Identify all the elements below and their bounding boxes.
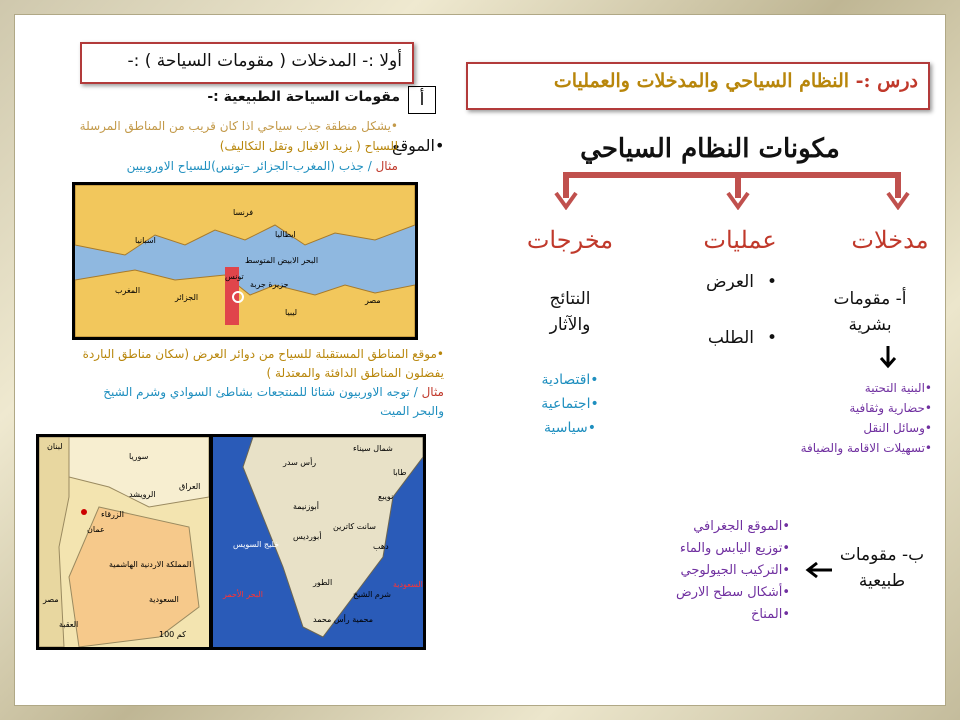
map3-label-abu-rudeis: أبورديس xyxy=(293,532,322,541)
map3-label-el-tor: الطور xyxy=(313,578,333,587)
map2-label-saudi: السعودية xyxy=(149,595,179,604)
map1-label-egypt: مصر xyxy=(365,296,381,305)
human-item: •وسائل النقل xyxy=(863,421,932,435)
arrow-inputs xyxy=(885,190,911,210)
outputs-list xyxy=(520,368,620,440)
process-demand xyxy=(660,328,790,348)
map3-label-north: شمال سيناء xyxy=(353,444,393,453)
climate-line2: يفضلون المناطق الدافئة والمعتدلة ) xyxy=(266,366,444,380)
natural-factors-line1: ب- مقومات xyxy=(839,545,925,565)
arrow-down-icon xyxy=(878,344,898,370)
site-desc-line1: •يشكل منطقة جذب سياحي اذا كان قريب من المناطق المرسلة xyxy=(79,119,398,133)
map1-label-djerba: جزيرة جربة xyxy=(250,280,289,289)
map3-label-ras-sudr: رأس سدر xyxy=(283,458,317,467)
map2-label-aqaba: العقبة xyxy=(59,620,79,629)
map3-label-abu-zenima: أبوزنيمة xyxy=(293,502,319,511)
map3-label-dahab: دهب xyxy=(373,542,389,551)
climate-example-label: مثال xyxy=(421,385,444,399)
site-desc-line2: للسياح ( يزيد الاقبال وتقل التكاليف) xyxy=(219,139,398,153)
map-sinai xyxy=(210,434,426,650)
natural-factors-line2: طبيعية xyxy=(858,571,906,591)
map-jordan xyxy=(36,434,212,650)
section-letter-box: أ xyxy=(408,86,436,114)
site-example-text: / جذب (المغرب-الجزائر –تونس)للسياح الاوروبيين xyxy=(126,159,376,173)
arrow-outputs xyxy=(553,190,579,210)
human-item: •البنية التحتية xyxy=(864,381,932,395)
output-item: •اجتماعية xyxy=(541,396,599,412)
process-demand-label: الطلب xyxy=(707,328,754,348)
map1-label-italy: ايطاليا xyxy=(275,230,296,239)
map1-label-libya: ليبيا xyxy=(285,308,298,317)
climate-example-text: / توجه الاوربيون شتائا للمنتجعات بشاطئ السوادي وشرم الشيخ xyxy=(103,385,422,399)
site-description xyxy=(68,116,398,176)
map1-label-france: فرنسا xyxy=(233,208,254,217)
climate-example-line2: والبحر الميت xyxy=(380,404,444,418)
map1-label-algeria: الجزائر xyxy=(175,293,199,302)
map3-label-gulf-suez: خليج السويس xyxy=(233,540,280,549)
map3-label-red-sea: البحر الأحمر xyxy=(223,590,263,599)
natural-item: •المناخ xyxy=(750,607,790,622)
arrow-left-icon xyxy=(804,560,834,580)
map3-label-taba: طابا xyxy=(393,468,407,477)
map1-label-tunisia: تونس xyxy=(225,272,244,281)
map2-label-kingdom: المملكة الاردنية الهاشمية xyxy=(109,560,192,569)
process-supply xyxy=(660,272,790,292)
natural-factors-label xyxy=(832,542,932,594)
output-item: •سياسية xyxy=(544,420,596,436)
bullet-icon: • xyxy=(766,272,778,292)
process-supply-label: العرض xyxy=(705,272,754,292)
map1-label-morocco: المغرب xyxy=(115,286,141,295)
lesson-name: النظام السياحي والمدخلات والعمليات xyxy=(553,70,850,92)
map1-label-sea: البحر الابيض المتوسط xyxy=(245,256,319,265)
outputs-line2: والآثار xyxy=(549,315,591,335)
lesson-prefix: درس :- xyxy=(855,70,918,92)
human-factors-label xyxy=(820,286,920,338)
outputs-column-title: مخرجات xyxy=(526,226,614,254)
bullet-icon: • xyxy=(766,328,778,348)
map2-label-egypt: مصر xyxy=(43,595,59,604)
site-label: •الموقع xyxy=(392,136,445,155)
lesson-title xyxy=(554,70,918,92)
map3-label-sharm: شرم الشيخ xyxy=(353,590,391,599)
inputs-title-box xyxy=(80,42,414,84)
natural-factors-list xyxy=(620,516,790,626)
outputs-results-label xyxy=(520,286,620,338)
human-item: •حضارية وثقافية xyxy=(849,401,932,415)
map2-label-amman: عمان xyxy=(87,525,105,534)
inputs-column-title: مدخلات xyxy=(851,226,929,254)
map3-label-saudi: السعودية xyxy=(393,580,423,589)
connector-horizontal xyxy=(563,172,901,178)
map2-label-lebanon: لبنان xyxy=(47,442,63,451)
section-title: مقومات السياحة الطبيعية :- xyxy=(207,89,400,105)
output-item: •اقتصادية xyxy=(541,372,599,388)
human-item: •تسهيلات الاقامة والضيافة xyxy=(800,441,932,455)
inputs-title: أولا :- المدخلات ( مقومات السياحة ) :- xyxy=(127,51,402,71)
natural-item: •الموقع الجغرافي xyxy=(693,519,790,534)
site-example-label: مثال xyxy=(375,159,398,173)
map-mediterranean xyxy=(72,182,418,340)
human-factors-line2: بشرية xyxy=(848,315,892,335)
map2-label-iraq: العراق xyxy=(179,482,201,491)
map1-label-spain: اسبانيا xyxy=(135,236,156,245)
map2-label-ruwaished: الرويشد xyxy=(129,490,156,499)
map2-label-scale: 100 كم xyxy=(159,630,186,639)
natural-item: •التركيب الجيولوجي xyxy=(680,563,790,578)
climate-line1: •موقع المناطق المستقبلة للسياح من دوائر العرض (سكان مناطق الباردة xyxy=(82,347,444,361)
diagram-heading: مكونات النظام السياحي xyxy=(580,134,840,164)
arrow-processes xyxy=(725,190,751,210)
human-factors-list xyxy=(732,378,932,458)
map3-label-nuweiba: نويبع xyxy=(378,492,394,501)
climate-site-text xyxy=(34,345,444,421)
processes-column-title: عمليات xyxy=(703,226,777,254)
map2-label-zarqa: الزرقاء xyxy=(101,510,124,519)
map3-label-ras-mohamed: محمية رأس محمد xyxy=(313,615,373,624)
natural-item: •توزيع اليابس والماء xyxy=(679,541,790,556)
lesson-title-box xyxy=(466,62,930,110)
map2-label-syria: سوريا xyxy=(129,452,149,461)
map3-label-st-catherine: سانت كاترين xyxy=(333,522,376,531)
human-factors-line1: أ- مقومات xyxy=(833,289,907,309)
outputs-line1: النتائج xyxy=(549,289,591,309)
natural-item: •أشكال سطح الارض xyxy=(676,585,790,600)
